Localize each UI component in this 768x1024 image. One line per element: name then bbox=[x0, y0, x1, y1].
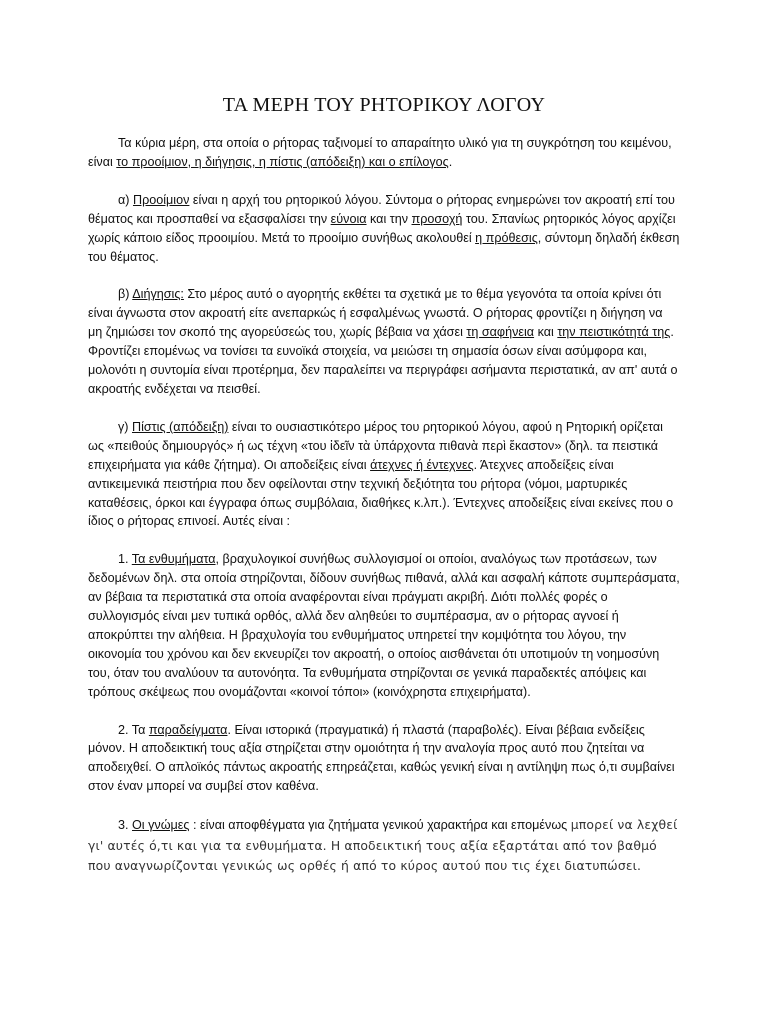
intro-underlined-parts: το προοίμιον, η διήγησις, η πίστις (απόδειξη) και ο επίλογος bbox=[116, 154, 449, 169]
section-a-heading: Προοίμιον bbox=[132, 192, 190, 207]
section-c-prefix: γ) bbox=[118, 419, 132, 434]
section-b-paragraph bbox=[88, 285, 680, 398]
section-c-text-2: . Άτεχνες αποδείξεις είναι αντικειμενικά πειστήρια που δεν οφείλονται στην τεχνική δεξιότητα του ρήτορα (νόμοι, μαρτυρικές καταθέσεις, όρκοι και έγγραφα όπως συμβόλαια, διαθήκες κ.λπ.). Έντεχνες αποδείξεις είναι εκείνες που ο ίδιος ο ρήτορας επινοεί. Αυτές είναι : bbox=[88, 457, 674, 529]
section-b-term-peistikotita: την πειστικότητά της bbox=[557, 325, 671, 340]
section-a-text-4: , σύντομη δηλαδή έκθεση του θέματος. bbox=[88, 230, 680, 264]
section-a-prefix: α) bbox=[118, 192, 133, 207]
intro-paragraph bbox=[88, 134, 680, 172]
item-1-heading: Τα ενθυμήματα bbox=[131, 552, 216, 567]
item-1-paragraph bbox=[88, 550, 680, 701]
section-a-text-1: είναι η αρχή του ρητορικού λόγου. Σύντομα ο ρήτορας ενημερώνει τον ακροατή επί του θέματος και προσπαθεί να εξασφαλίσει την bbox=[88, 192, 675, 226]
item-1-prefix: 1. bbox=[118, 552, 132, 567]
item-2-paragraph bbox=[88, 721, 680, 797]
document-title: ΤΑ ΜΕΡΗ ΤΟΥ ΡΗΤΟΡΙΚΟΥ ΛΟΓΟΥ bbox=[222, 94, 546, 116]
section-a-term-prothesis: η πρόθεσις bbox=[475, 230, 538, 245]
item-3-text-2: μπορεί να λεχθεί γι' αυτές ό,τι και για τα ενθυμήματα. Η αποδεικτική τους αξία εξαρτάται από τον βαθμό που αναγνωρίζονται γενικώς ως ορθές ή από το κύρος αυτού που τις έχει διατυπώσει. bbox=[88, 817, 678, 874]
section-a-text-3: του. Σπανίως ρητορικός λόγος αρχίζει χωρίς κάποιο είδος προοιμίου. Μετά το προοίμιο συνήθως ακολουθεί bbox=[88, 211, 676, 245]
intro-text: Τα κύρια μέρη, στα οποία ο ρήτορας ταξινομεί το απαραίτητο υλικό για τη συγκρότηση του κειμένου, είναι bbox=[88, 136, 672, 169]
section-c-term-proof-types: άτεχνες ή έντεχνες bbox=[370, 457, 474, 472]
item-1-text: , βραχυλογικοί συνήθως συλλογισμοί οι οποίοι, αναλόγως των προτάσεων, των δεδομένων δηλ. στα οποία στηρίζονται, δίδουν συνήθως πιθανά, αλλά και ασφαλή κάποτε συμπεράσματα, αν βέβαια τα περιστατικά στα οποία αναφέρονται είναι πράγματι ακριβή. Διότι πολλές φορές ο συλλογισμός είναι μεν τυπικά ορθός, αλλά δεν αληθεύει το συμπέρασμα, αν ο ρήτορας αγνοεί ή αποκρύπτει την αλήθεια. Η βραχυλογία του ενθυμήματος υπηρετεί την κομψότητα του λόγου, την οικονομία του χρόνου και δεν εκνευρίζει τον ακροατή, ο οποίος αισθάνεται ότι υποτιμούν τη νοημοσύνη του, όταν του αναλύουν τα αυτονόητα. Τα ενθυμήματα στηρίζονται σε γενικά παραδεκτές απόψεις και τρόπους σκέψεως που ονομάζονται «κοινοί τόποι» (κοινόχρηστα επιχειρήματα). bbox=[88, 552, 680, 699]
section-b-text-2: και bbox=[534, 325, 558, 340]
item-2-text: . Είναι ιστορικά (πραγματικά) ή πλαστά (παραβολές). Είναι βέβαια ενδείξεις μόνον. Η αποδεικτική τους αξία στηρίζεται στην ομοιότητα ή την αναλογία προς αυτό που ζητείται να αποδειχθεί. Ο απλοϊκός πάντως ακροατής επηρεάζεται, καθώς γενική είναι η αντίληψη πως ό,τι συμβαίνει στον έναν μπορεί να συμβεί στον καθένα. bbox=[88, 722, 675, 794]
section-a-text-2: και την bbox=[366, 211, 412, 226]
item-3-heading: Οι γνώμες bbox=[132, 818, 190, 833]
section-b-prefix: β) bbox=[118, 287, 133, 302]
section-b-heading: Διήγησις: bbox=[132, 287, 184, 302]
item-3-prefix: 3. bbox=[118, 818, 133, 833]
section-a-term-prosochi: προσοχή bbox=[411, 211, 463, 226]
item-3-text-1: : είναι αποφθέγματα για ζητήματα γενικού χαρακτήρα και επομένως bbox=[189, 818, 571, 833]
intro-end: . bbox=[448, 154, 453, 169]
item-3-paragraph bbox=[88, 815, 680, 877]
section-c-heading: Πίστις (απόδειξη) bbox=[132, 419, 229, 434]
section-b-term-safineia: τη σαφήνεια bbox=[466, 325, 535, 340]
section-a-term-eunoia: εύνοια bbox=[330, 211, 367, 226]
section-a-paragraph bbox=[88, 191, 680, 267]
section-b-text-3: . Φροντίζει επομένως να τονίσει τα ευνοϊκά στοιχεία, να μειώσει τη σημασία όσων είναι ασύμφορα και, μολονότι η συντομία είναι προτέρημα, δεν παραλείπει να περιγράφει ασήμαντα περιστατικά, αν απ' αυτά ο ακροατής ενδέχεται να πεισθεί. bbox=[88, 325, 678, 396]
item-2-prefix: 2. Τα bbox=[118, 722, 149, 737]
section-c-text-1: είναι το ουσιαστικότερο μέρος του ρητορικού λόγου, αφού η Ρητορική ορίζεται ως «πειθούς δημιουργός» ή ως τέχνη «του ἰδεῖν τὰ ὑπάρχοντα πιθανὰ περὶ ἕκαστον» (δηλ. τα πειστικά επιχειρήματα για κάθε ζήτημα). Οι αποδείξεις είναι bbox=[88, 419, 663, 472]
section-c-paragraph bbox=[88, 418, 680, 531]
item-2-heading: παραδείγματα bbox=[148, 722, 228, 737]
section-b-text-1: Στο μέρος αυτό ο αγορητής εκθέτει τα σχετικά με το θέμα γεγονότα τα οποία κρίνει ότι είναι άγνωστα στον ακροατή είτε ανεπαρκώς ή εσφαλμένως γνωστά. Ο ρήτορας φροντίζει η διήγηση να μη ζημιώσει τον σκοπό της αγορεύσεώς του, χωρίς βέβαια να χάσει bbox=[88, 287, 663, 340]
